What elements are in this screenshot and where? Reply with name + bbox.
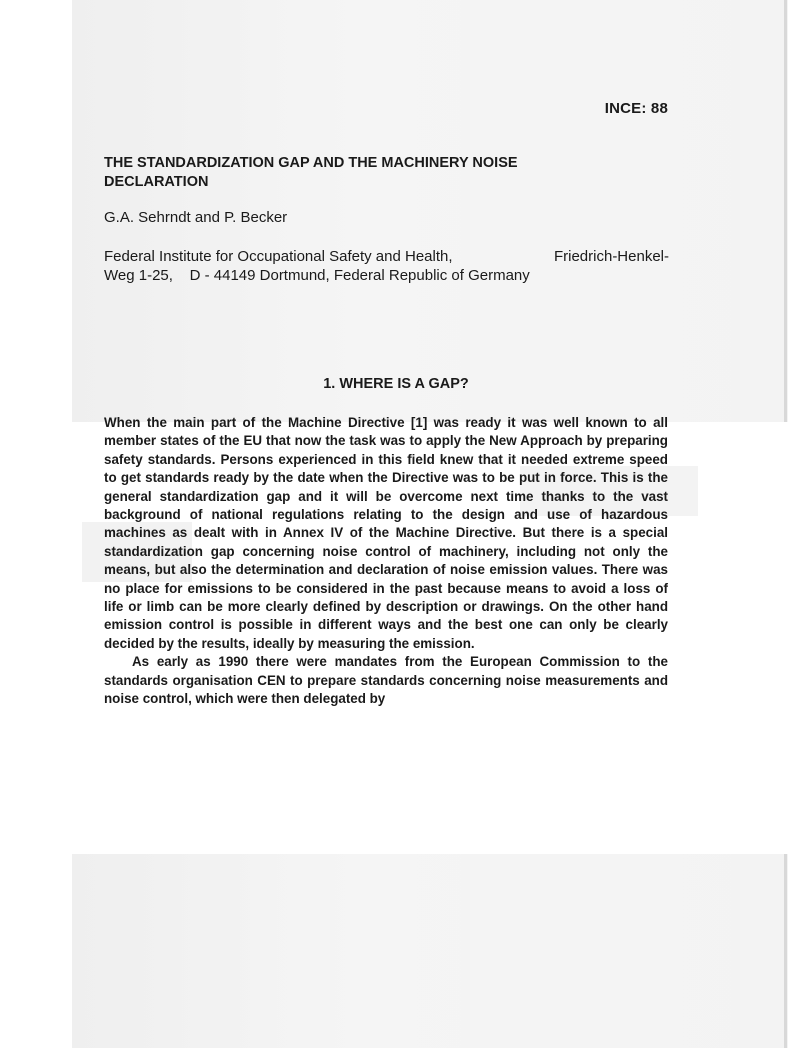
scanned-page-bottom — [72, 854, 788, 1048]
affiliation-line1: Federal Institute for Occupational Safety and Health, — [104, 248, 453, 265]
paragraph: As early as 1990 there were mandates from the European Commission to the standards organisation CEN to prepare standards concerning noise measurements and noise control, which were then delegated by — [104, 654, 668, 707]
paragraph: When the main part of the Machine Directive [1] was ready it was well known to all member states of the EU that now the task was to apply the New Approach by preparing safety standards. Persons experienced in this field knew that it needed extreme speed to get standards ready by the date when the Directive was to be put in force. This is the general standardization gap and it will be overcome next time thanks to the vast background of national regulations relating to the design and use of hazardous machines as dealt with in Annex IV of the Machine Directive. But there is a special standardization gap concerning noise control of machinery, including not only the means, but also the determination and declaration of noise emission values. There was no place for emissions to be considered in the past because means to avoid a loss of life or limb can be more clearly defined by description or drawings. On the other hand emission control is possible in different ways and the best one can only be clearly decided by the results, ideally by measuring the emission. — [104, 415, 668, 651]
section-heading: 1. WHERE IS A GAP? — [323, 376, 469, 392]
page-edge — [784, 0, 787, 422]
affiliation-line2: Weg 1-25, D - 44149 Dortmund, Federal Republic of Germany — [104, 267, 530, 284]
authors: G.A. Sehrndt and P. Becker — [104, 209, 288, 226]
page-edge — [784, 854, 787, 1048]
conference-reference: INCE: 88 — [604, 100, 668, 117]
body-text — [104, 414, 668, 709]
affiliation-line1-right: Friedrich-Henkel- — [553, 248, 669, 265]
paper-title: THE STANDARDIZATION GAP AND THE MACHINERY NOISE DECLARATION — [104, 155, 518, 190]
affiliation — [104, 247, 669, 285]
